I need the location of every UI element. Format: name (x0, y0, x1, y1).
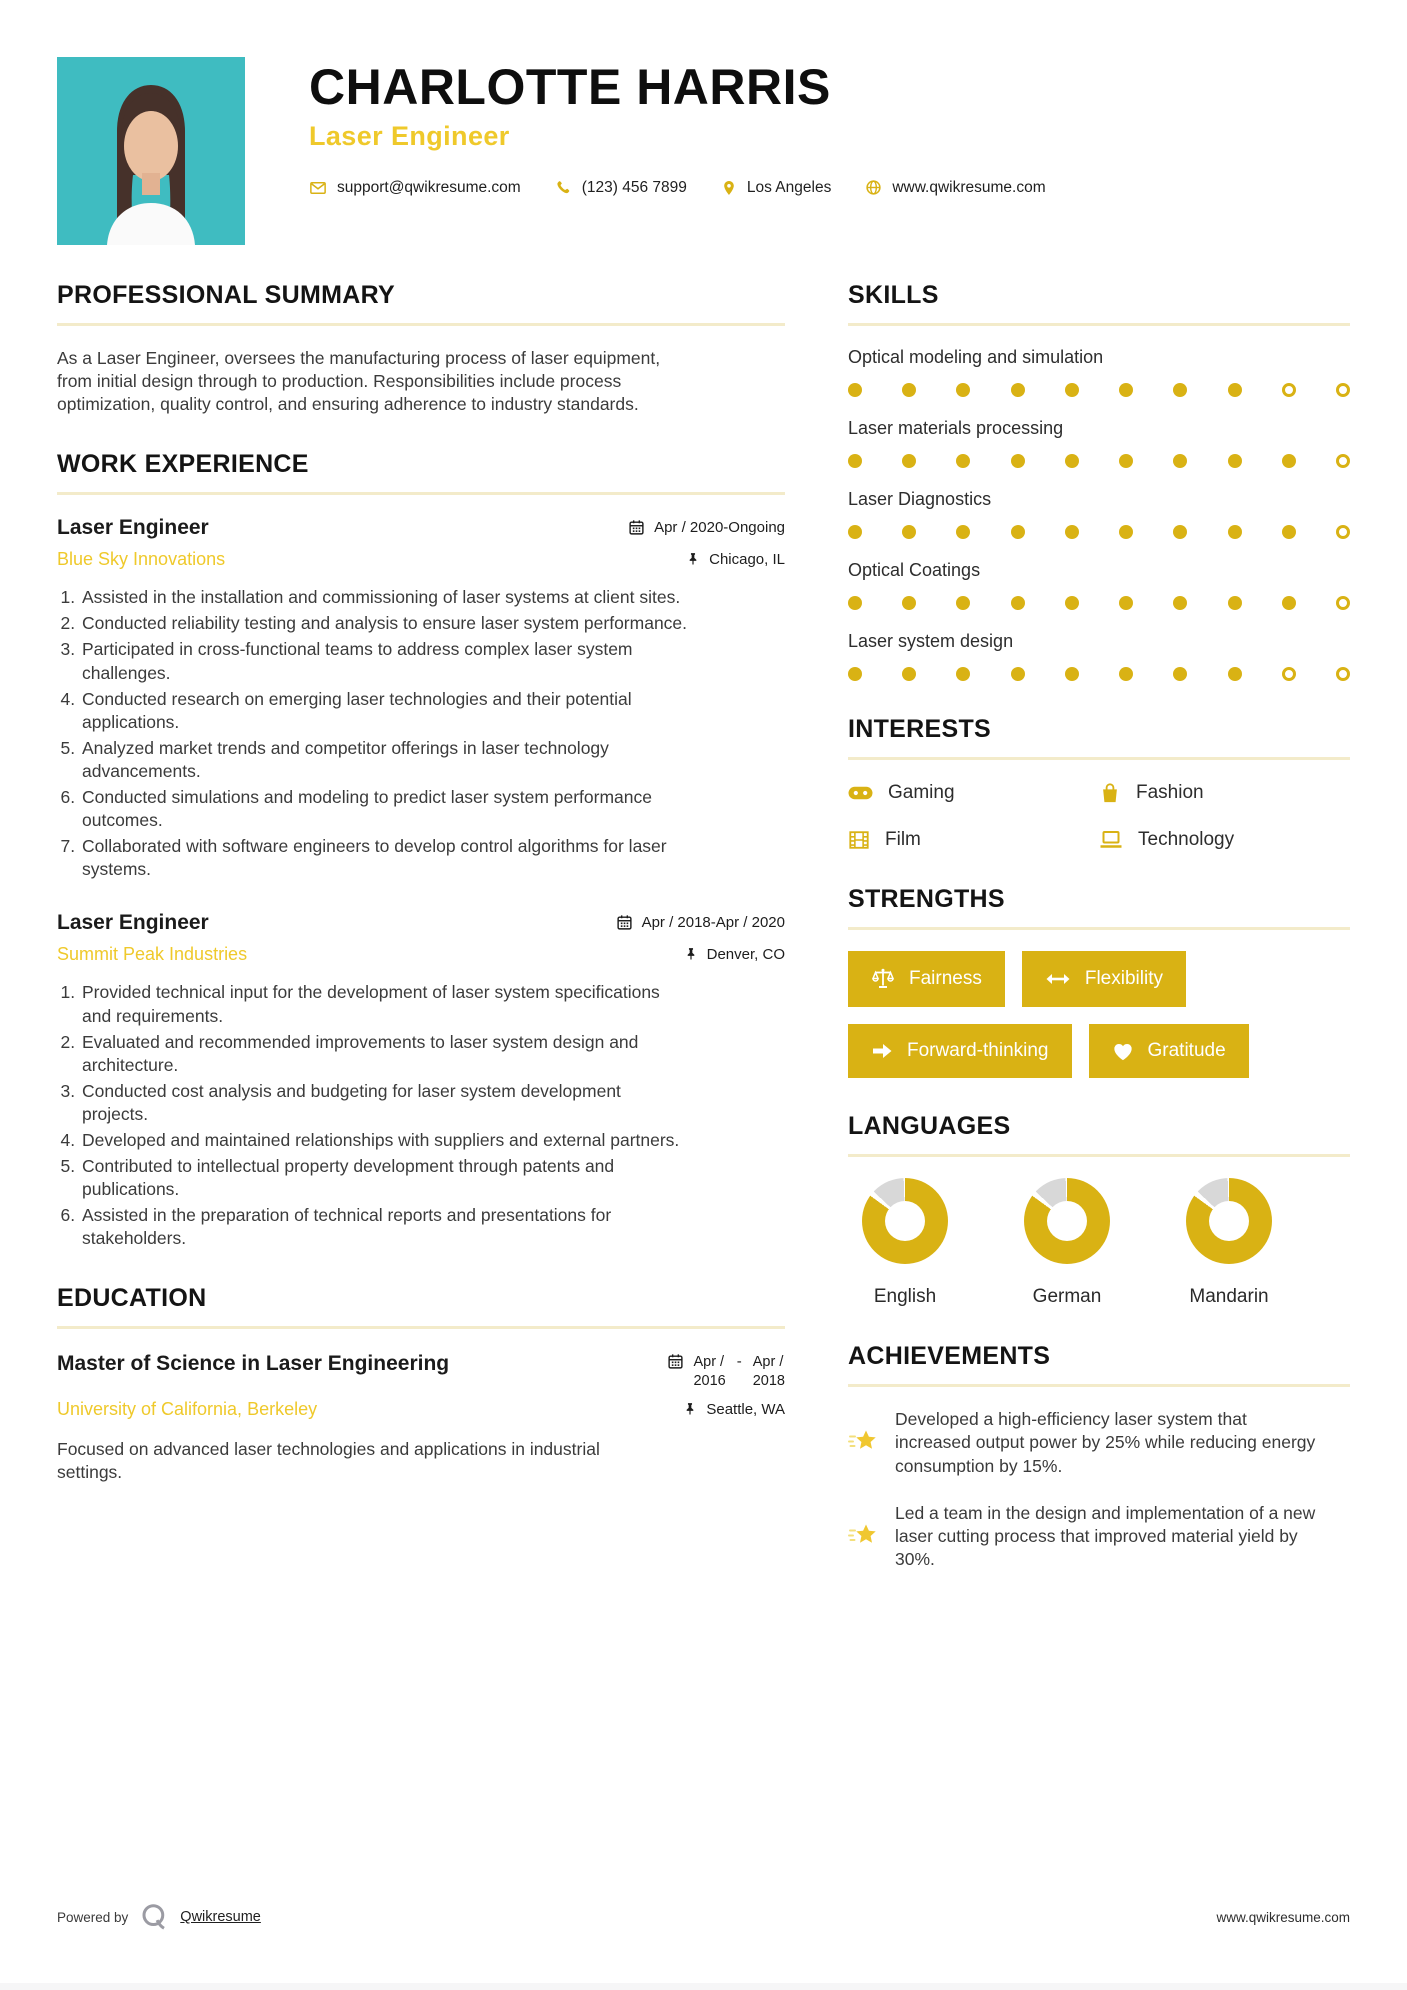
portrait-illustration (57, 57, 245, 245)
job-location (686, 551, 785, 568)
section-work-experience (57, 450, 785, 1250)
bullet-item: 2. Evaluated and recommended improvements to laser system design and architecture. (80, 1031, 689, 1077)
skill-dot-filled (1119, 525, 1133, 539)
powered-by (57, 1902, 261, 1932)
phone-icon (555, 179, 572, 196)
strength-badge (1022, 951, 1186, 1007)
achievement-item (848, 1502, 1350, 1572)
section-interests (848, 715, 1350, 851)
pushpin-icon (683, 1401, 697, 1417)
languages-heading: LANGUAGES (848, 1112, 1011, 1140)
bullet-item: 3. Conducted cost analysis and budgeting for laser system development projects. (80, 1080, 689, 1126)
star-icon (848, 1500, 878, 1572)
job-title: Laser Engineer (57, 911, 209, 935)
footer (57, 1902, 1350, 1932)
language-item (1186, 1178, 1272, 1308)
section-divider (848, 323, 1350, 326)
skill-dot-filled (848, 525, 862, 539)
interest-label: Fashion (1136, 782, 1204, 803)
skills-heading: SKILLS (848, 281, 939, 309)
bullet-item: 4. Developed and maintained relationships with suppliers and external partners. (80, 1129, 689, 1152)
company-name: Summit Peak Industries (57, 944, 248, 965)
section-education (57, 1284, 785, 1483)
skill-dot-filled (1011, 596, 1025, 610)
summary-text: As a Laser Engineer, oversees the manufacturing process of laser equipment, from initial design through to production. Responsibilities include process optimization, quality control, and ensuring adherence to industry standards. (57, 348, 661, 415)
skill-dot-filled (902, 525, 916, 539)
strength-label: Flexibility (1084, 968, 1163, 989)
header-text (309, 57, 1046, 245)
skill-row (848, 418, 1350, 468)
contact-email[interactable] (309, 179, 521, 197)
company-name: Blue Sky Innovations (57, 549, 226, 570)
interests-heading: INTERESTS (848, 715, 991, 743)
section-divider (848, 927, 1350, 930)
bullet-item: 5. Analyzed market trends and competitor offerings in laser technology advancements. (80, 737, 689, 783)
section-skills (848, 281, 1350, 681)
skill-dot-filled (1173, 525, 1187, 539)
education-date-to (753, 1353, 785, 1389)
skill-rating (848, 667, 1350, 681)
contact-phone[interactable] (555, 179, 687, 197)
skill-dot-filled (956, 383, 970, 397)
qwikresume-logo-icon (139, 1902, 169, 1932)
job-date-text: Apr / 2018-Apr / 2020 (641, 914, 785, 932)
skill-name: Laser materials processing (848, 418, 1064, 438)
skill-dot-filled (1119, 667, 1133, 681)
skill-rating (848, 525, 1350, 539)
section-achievements (848, 1342, 1350, 1572)
interest-item (1099, 829, 1350, 851)
person-job-title: Laser Engineer (309, 120, 510, 151)
contact-location-text: Los Angeles (746, 178, 832, 196)
language-donut-chart (1024, 1178, 1110, 1264)
bullet-item: 4. Conducted research on emerging laser technologies and their potential applications. (80, 688, 689, 734)
skill-dot-filled (1119, 383, 1133, 397)
bullet-item: 2. Conducted reliability testing and analysis to ensure laser system performance. (80, 612, 689, 635)
skill-dot-filled (1011, 667, 1025, 681)
skill-dot-filled (956, 667, 970, 681)
section-divider (57, 323, 785, 326)
interest-label: Gaming (888, 782, 955, 803)
skill-dot-empty (1282, 383, 1296, 397)
skill-dot-empty (1336, 596, 1350, 610)
date-to-year: 2018 (752, 1372, 785, 1389)
resume-header (0, 0, 1407, 245)
section-divider (848, 757, 1350, 760)
bullet-item: 1. Assisted in the installation and commissioning of laser systems at client sites. (80, 586, 689, 609)
bullet-item: 5. Contributed to intellectual property development through patents and publications. (80, 1155, 689, 1201)
contact-location (721, 179, 831, 197)
skill-dot-filled (1173, 383, 1187, 397)
laptop-icon (1099, 830, 1123, 850)
contact-website[interactable] (865, 179, 1045, 197)
job-location-text: Denver, CO (706, 946, 785, 964)
achievement-text: Developed a high-efficiency laser system that increased output power by 25% while reducing energy consumption by 15%. (895, 1409, 1316, 1476)
skill-dot-filled (1065, 383, 1079, 397)
skill-row (848, 347, 1350, 397)
skill-dot-filled (1119, 596, 1133, 610)
left-column (57, 281, 785, 1606)
skill-dot-filled (1228, 596, 1242, 610)
globe-icon (865, 179, 882, 196)
section-divider (57, 1326, 785, 1329)
language-item (862, 1178, 948, 1308)
bullet-item: 1. Provided technical input for the development of laser system specifications and requirements. (80, 981, 689, 1027)
skill-dot-filled (1065, 667, 1079, 681)
section-professional-summary (57, 281, 785, 416)
language-label: German (1032, 1286, 1102, 1307)
skill-dot-filled (902, 383, 916, 397)
star-icon (848, 1406, 878, 1478)
summary-heading: PROFESSIONAL SUMMARY (57, 281, 395, 309)
right-arrow-icon (871, 1042, 893, 1060)
date-from-year: 2016 (693, 1372, 726, 1389)
skill-dot-filled (848, 667, 862, 681)
interest-item (848, 781, 1099, 805)
language-item (1024, 1178, 1110, 1308)
job-date (616, 914, 785, 931)
section-divider (848, 1154, 1350, 1157)
heart-icon (1112, 1041, 1134, 1061)
achievement-text: Led a team in the design and implementation of a new laser cutting process that improved material yield by 30%. (895, 1502, 1316, 1570)
section-languages (848, 1112, 1350, 1308)
right-column (848, 281, 1350, 1606)
qwikresume-link[interactable]: Qwikresume (180, 1909, 261, 1925)
skill-dot-filled (902, 667, 916, 681)
skill-row (848, 489, 1350, 539)
calendar-icon (616, 914, 633, 931)
bullet-item: 7. Collaborated with software engineers to develop control algorithms for laser systems. (80, 835, 689, 881)
skill-dot-filled (1173, 454, 1187, 468)
footer-website[interactable]: www.qwikresume.com (1216, 1909, 1350, 1925)
skill-name: Optical Coatings (848, 560, 981, 580)
contact-email-text: support@qwikresume.com (337, 178, 521, 196)
job-location-text: Chicago, IL (709, 551, 785, 569)
skill-dot-filled (1228, 525, 1242, 539)
skill-name: Laser Diagnostics (848, 489, 992, 509)
content-columns (0, 281, 1407, 1606)
language-label: English (873, 1286, 937, 1307)
calendar-icon (628, 519, 645, 536)
languages-list (848, 1178, 1350, 1308)
skill-dot-empty (1336, 667, 1350, 681)
skill-dot-empty (1336, 525, 1350, 539)
bullet-item: 6. Conducted simulations and modeling to predict laser system performance outcomes. (80, 786, 689, 832)
skill-dot-filled (1011, 454, 1025, 468)
skill-dot-filled (902, 596, 916, 610)
job-entry-1 (57, 516, 785, 881)
contact-website-text: www.qwikresume.com (892, 178, 1046, 196)
skill-dot-filled (956, 454, 970, 468)
skill-dot-filled (1228, 667, 1242, 681)
strength-label: Gratitude (1147, 1040, 1226, 1061)
skill-dot-filled (848, 383, 862, 397)
contact-phone-text: (123) 456 7899 (581, 178, 687, 196)
education-heading: EDUCATION (57, 1284, 207, 1313)
person-name: CHARLOTTE HARRIS (309, 59, 831, 115)
skill-dot-empty (1282, 667, 1296, 681)
achievements-heading: ACHIEVEMENTS (848, 1342, 1051, 1370)
envelope-icon (309, 179, 327, 197)
skill-rating (848, 454, 1350, 468)
skill-dot-filled (1228, 383, 1242, 397)
skill-dot-filled (1065, 454, 1079, 468)
skill-dot-filled (848, 454, 862, 468)
job-location (684, 946, 785, 963)
skill-dot-filled (1011, 383, 1025, 397)
strength-label: Forward-thinking (907, 1040, 1049, 1061)
skill-dot-empty (1336, 383, 1350, 397)
skill-name: Optical modeling and simulation (848, 347, 1104, 367)
skill-dot-filled (1173, 596, 1187, 610)
pushpin-icon (684, 946, 698, 962)
skill-dot-filled (1282, 525, 1296, 539)
skill-rating (848, 383, 1350, 397)
education-date-from (693, 1353, 725, 1389)
job-bullets (57, 586, 689, 881)
date-from-label: Apr / (693, 1354, 725, 1371)
pushpin-icon (686, 551, 700, 567)
skill-dot-filled (902, 454, 916, 468)
gamepad-icon (848, 785, 873, 801)
job-date-text: Apr / 2020-Ongoing (654, 519, 785, 537)
achievements-list (848, 1408, 1350, 1572)
skill-row (848, 560, 1350, 610)
skill-dot-filled (1065, 525, 1079, 539)
profile-photo (57, 57, 245, 245)
job-title: Laser Engineer (57, 516, 209, 540)
work-heading: WORK EXPERIENCE (57, 450, 309, 479)
language-label: Mandarin (1189, 1286, 1269, 1307)
calendar-icon (667, 1353, 684, 1370)
date-to-label: Apr / (752, 1354, 784, 1371)
section-divider (57, 492, 785, 495)
language-donut-chart (862, 1178, 948, 1264)
education-date (667, 1353, 785, 1389)
skill-dot-filled (848, 596, 862, 610)
bullet-item: 6. Assisted in the preparation of technical reports and presentations for stakeholders. (80, 1204, 689, 1250)
job-date (628, 519, 785, 536)
left-right-arrow-icon (1045, 971, 1071, 987)
skill-name: Laser system design (848, 631, 1014, 651)
interest-item (1099, 781, 1350, 805)
shopping-bag-icon (1099, 781, 1121, 805)
interests-list (848, 781, 1350, 851)
skill-dot-filled (1282, 454, 1296, 468)
skill-dot-filled (1065, 596, 1079, 610)
strength-badge (848, 1024, 1072, 1078)
skill-dot-empty (1336, 454, 1350, 468)
skill-dot-filled (956, 525, 970, 539)
skill-dot-filled (1282, 596, 1296, 610)
skill-dot-filled (1173, 667, 1187, 681)
job-bullets (57, 981, 689, 1250)
job-entry-2 (57, 911, 785, 1250)
skill-dot-filled (1119, 454, 1133, 468)
section-divider (848, 1384, 1350, 1387)
skill-dot-filled (1011, 525, 1025, 539)
skills-list (848, 347, 1350, 681)
section-strengths (848, 885, 1350, 1078)
interest-item (848, 829, 1099, 851)
interest-label: Film (885, 829, 921, 850)
school-name: University of California, Berkeley (57, 1398, 318, 1419)
strength-badge (1089, 1024, 1249, 1078)
location-pin-icon (721, 179, 737, 197)
date-separator: - (736, 1353, 742, 1371)
contact-row (309, 179, 1046, 197)
strengths-heading: STRENGTHS (848, 885, 1005, 913)
skill-dot-filled (956, 596, 970, 610)
strength-badge (848, 951, 1005, 1007)
education-location (683, 1401, 785, 1418)
strengths-list (848, 951, 1350, 1078)
film-icon (848, 829, 870, 851)
bullet-item: 3. Participated in cross-functional teams to address complex laser system challenges. (80, 638, 689, 684)
education-location-text: Seattle, WA (706, 1400, 785, 1418)
balance-scale-icon (871, 967, 895, 991)
powered-by-label: Powered by (57, 1909, 129, 1925)
degree-name: Master of Science in Laser Engineering (57, 1352, 450, 1376)
education-description: Focused on advanced laser technologies and applications in industrial settings. (57, 1438, 600, 1482)
strength-label: Fairness (909, 968, 982, 989)
skill-dot-filled (1228, 454, 1242, 468)
interest-label: Technology (1138, 829, 1235, 850)
skill-row (848, 631, 1350, 681)
skill-rating (848, 596, 1350, 610)
language-donut-chart (1186, 1178, 1272, 1264)
achievement-item (848, 1408, 1350, 1478)
